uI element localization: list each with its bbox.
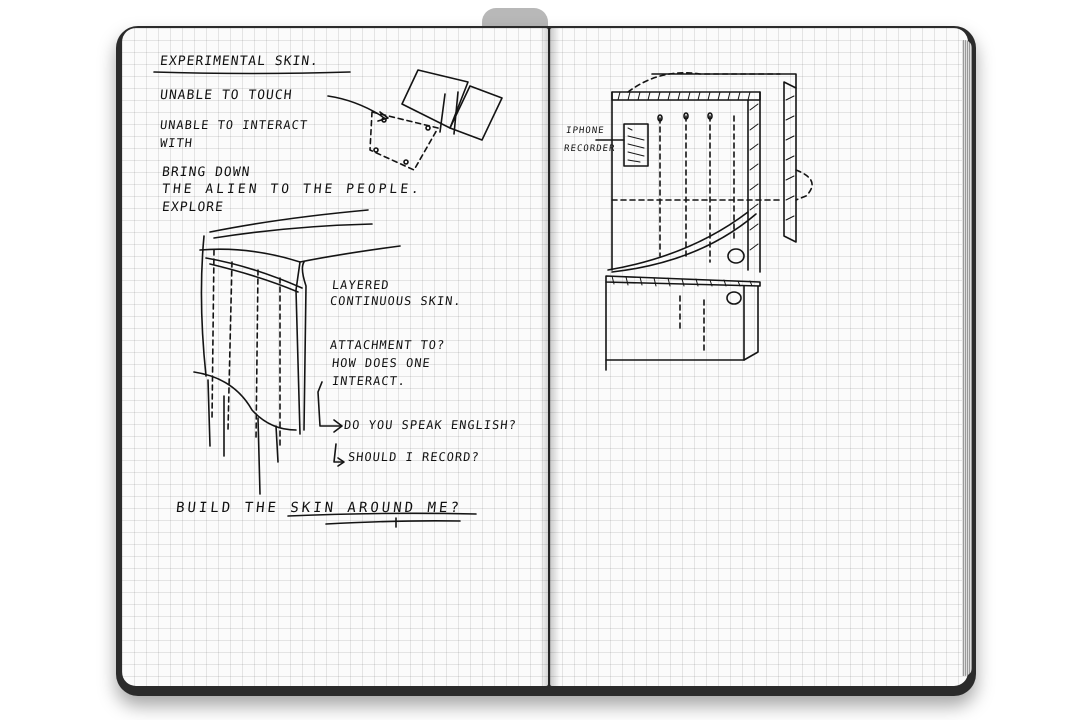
- question-2: SHOULD I RECORD?: [347, 450, 481, 464]
- folded-sheet-sketch: [328, 70, 502, 170]
- label-recorder: RECORDER: [563, 144, 616, 154]
- note-line-1: UNABLE TO TOUCH: [159, 88, 294, 103]
- sketch-note-1: LAYERED: [331, 278, 391, 292]
- closing-question: BUILD THE SKIN AROUND ME?: [175, 500, 463, 516]
- note-line-3: WITH: [159, 136, 194, 150]
- sketch-note-2: CONTINUOUS SKIN.: [329, 294, 463, 308]
- note-line-6: EXPLORE: [161, 200, 225, 215]
- layered-skin-sketch: [194, 210, 400, 494]
- panel-sketch: [596, 73, 812, 370]
- note-line-2: UNABLE TO INTERACT: [159, 118, 309, 132]
- note-line-5: THE ALIEN TO THE PEOPLE.: [161, 182, 423, 197]
- note-title: EXPERIMENTAL SKIN.: [159, 54, 320, 69]
- sketch-note-4: HOW DOES ONE: [331, 356, 432, 370]
- label-iphone: IPHONE: [565, 126, 606, 136]
- question-1: DO YOU SPEAK ENGLISH?: [343, 418, 518, 432]
- note-line-4: BRING DOWN: [161, 165, 252, 180]
- sketch-note-5: INTERACT.: [331, 374, 407, 388]
- sketch-note-3: ATTACHMENT TO?: [329, 338, 446, 352]
